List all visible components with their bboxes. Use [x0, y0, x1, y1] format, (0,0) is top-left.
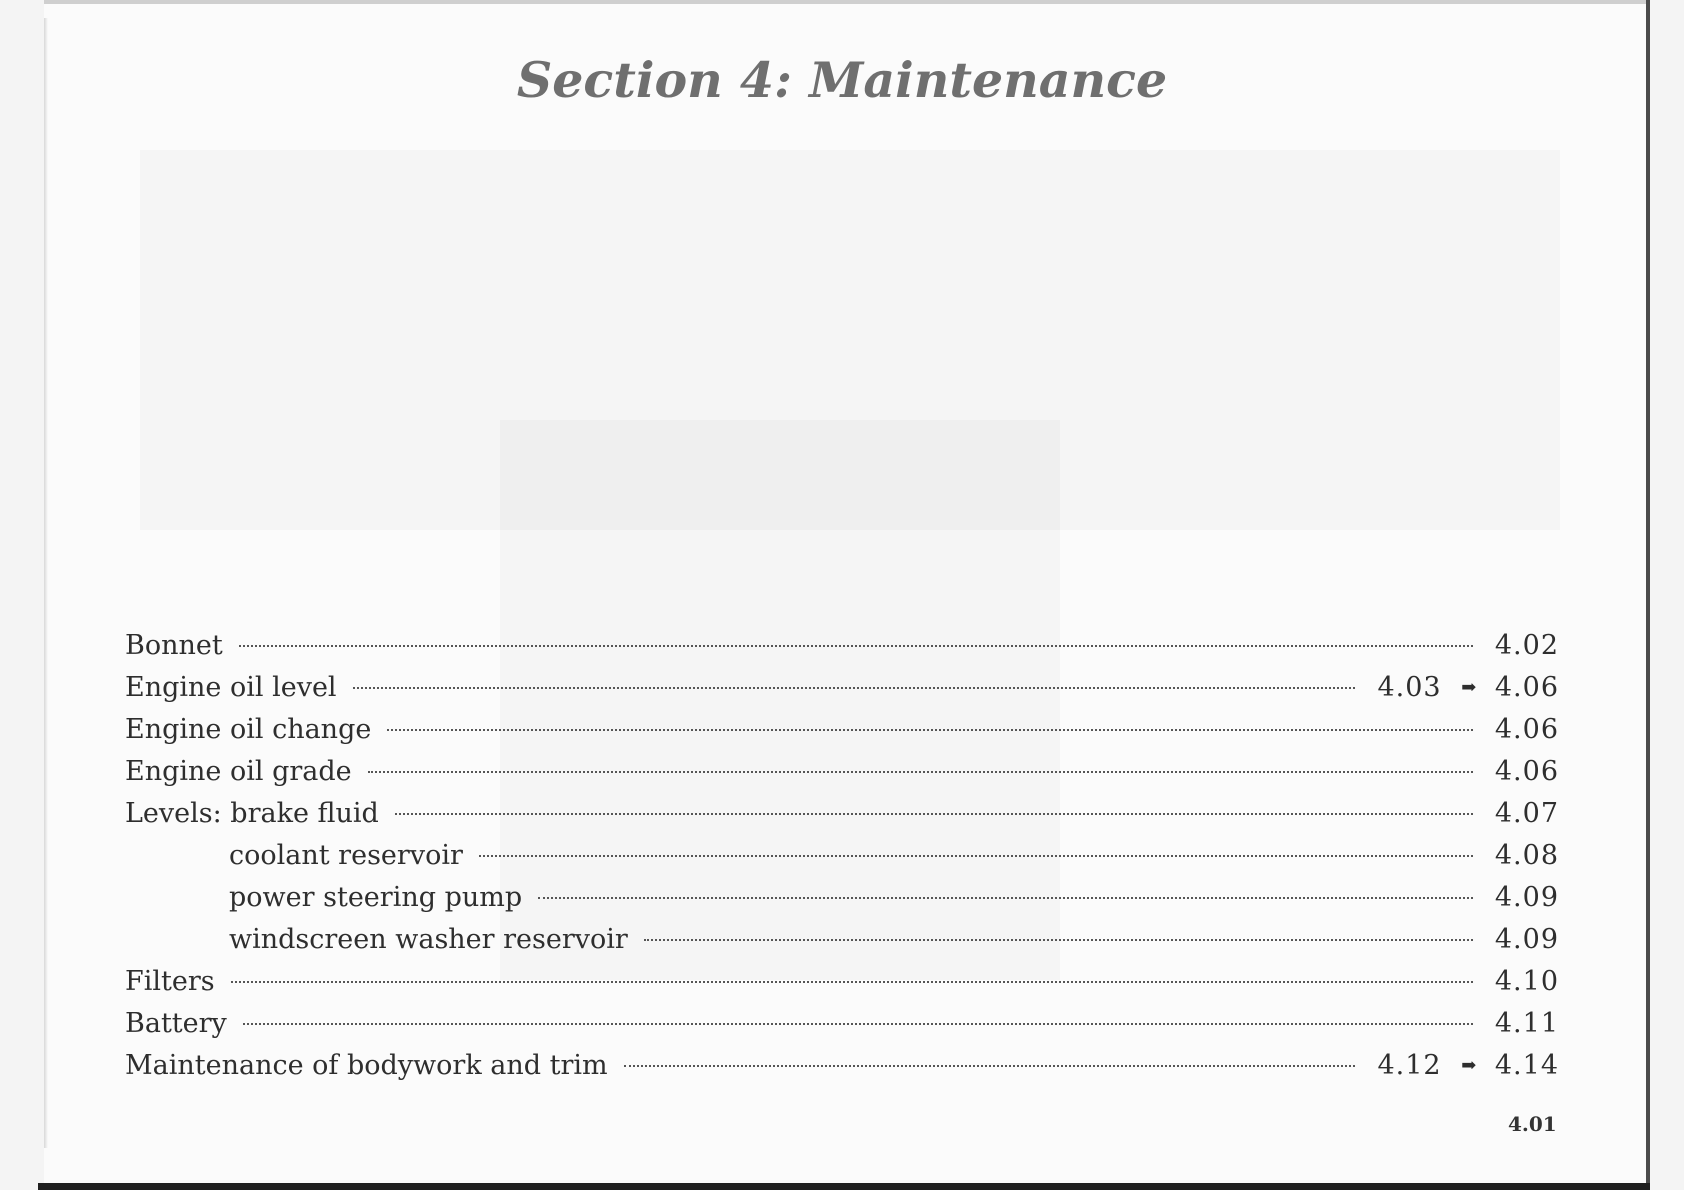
- dot-leader: [239, 645, 1473, 647]
- toc-page-start: 4.11: [1494, 1008, 1559, 1039]
- toc-entry-label: power steering pump: [229, 882, 523, 913]
- toc-entry: [125, 625, 1559, 667]
- toc-entry-label: Engine oil grade: [125, 756, 352, 787]
- toc-entry: [125, 1003, 1559, 1045]
- toc-entry: [125, 1045, 1559, 1087]
- right-page-edge: [1646, 0, 1650, 1186]
- table-of-contents: [125, 625, 1559, 1087]
- toc-page-reference: [1495, 961, 1559, 1003]
- toc-entry: [125, 961, 1559, 1003]
- dot-leader: [387, 729, 1473, 731]
- toc-entry-label: coolant reservoir: [229, 840, 463, 871]
- bottom-page-edge: [38, 1183, 1650, 1190]
- right-arrow-icon: ➡: [1461, 677, 1478, 698]
- dot-leader: [479, 855, 1473, 857]
- toc-entry-label: Bonnet: [125, 630, 223, 661]
- toc-page-reference: [1495, 751, 1559, 793]
- dot-leader: [243, 1023, 1473, 1025]
- dot-leader: [644, 939, 1473, 941]
- toc-entry-label: Battery: [125, 1008, 227, 1039]
- toc-entry: [125, 709, 1559, 751]
- toc-entry: [125, 667, 1559, 709]
- toc-entry: [125, 793, 1559, 835]
- toc-page-start: 4.12: [1377, 1050, 1442, 1081]
- toc-entry: [125, 919, 1559, 961]
- dot-leader: [624, 1065, 1356, 1067]
- toc-page-reference: [1495, 919, 1559, 961]
- toc-entry: [125, 835, 1559, 877]
- toc-entry-label: Engine oil level: [125, 672, 337, 703]
- toc-page-start: 4.10: [1494, 966, 1559, 997]
- toc-page-start: 4.09: [1494, 882, 1559, 913]
- toc-page-reference: [1377, 1045, 1559, 1087]
- toc-page-reference: [1495, 625, 1559, 667]
- toc-page-reference: [1495, 1003, 1559, 1045]
- toc-entry-label: Levels: brake fluid: [125, 798, 379, 829]
- toc-entry-label: Engine oil change: [125, 714, 372, 745]
- toc-entry: [125, 751, 1559, 793]
- toc-entry-label: Maintenance of bodywork and trim: [125, 1050, 608, 1081]
- toc-page-start: 4.03: [1377, 672, 1442, 703]
- toc-page-reference: [1495, 835, 1559, 877]
- page-title: Section 4: Maintenance: [516, 50, 1168, 109]
- dot-leader: [368, 771, 1473, 773]
- top-page-edge: [44, 0, 1650, 4]
- toc-page-start: 4.07: [1494, 798, 1559, 829]
- left-page-shadow: [44, 18, 48, 1148]
- toc-page-start: 4.02: [1494, 630, 1559, 661]
- toc-page-reference: [1495, 877, 1559, 919]
- toc-page-reference: [1495, 709, 1559, 751]
- page-number: 4.01: [1508, 1112, 1557, 1136]
- toc-page-reference: [1377, 667, 1559, 709]
- toc-page-start: 4.06: [1494, 756, 1559, 787]
- toc-page-start: 4.09: [1494, 924, 1559, 955]
- dot-leader: [395, 813, 1473, 815]
- dot-leader: [231, 981, 1473, 983]
- toc-entry: [125, 877, 1559, 919]
- dot-leader: [353, 687, 1356, 689]
- toc-page-reference: [1495, 793, 1559, 835]
- toc-page-start: 4.08: [1494, 840, 1559, 871]
- toc-page-end: 4.06: [1494, 672, 1559, 703]
- dot-leader: [538, 897, 1473, 899]
- right-arrow-icon: ➡: [1461, 1055, 1478, 1076]
- toc-page-end: 4.14: [1494, 1050, 1559, 1081]
- toc-page-start: 4.06: [1494, 714, 1559, 745]
- toc-entry-label: Filters: [125, 966, 215, 997]
- toc-entry-label: windscreen washer reservoir: [229, 924, 628, 955]
